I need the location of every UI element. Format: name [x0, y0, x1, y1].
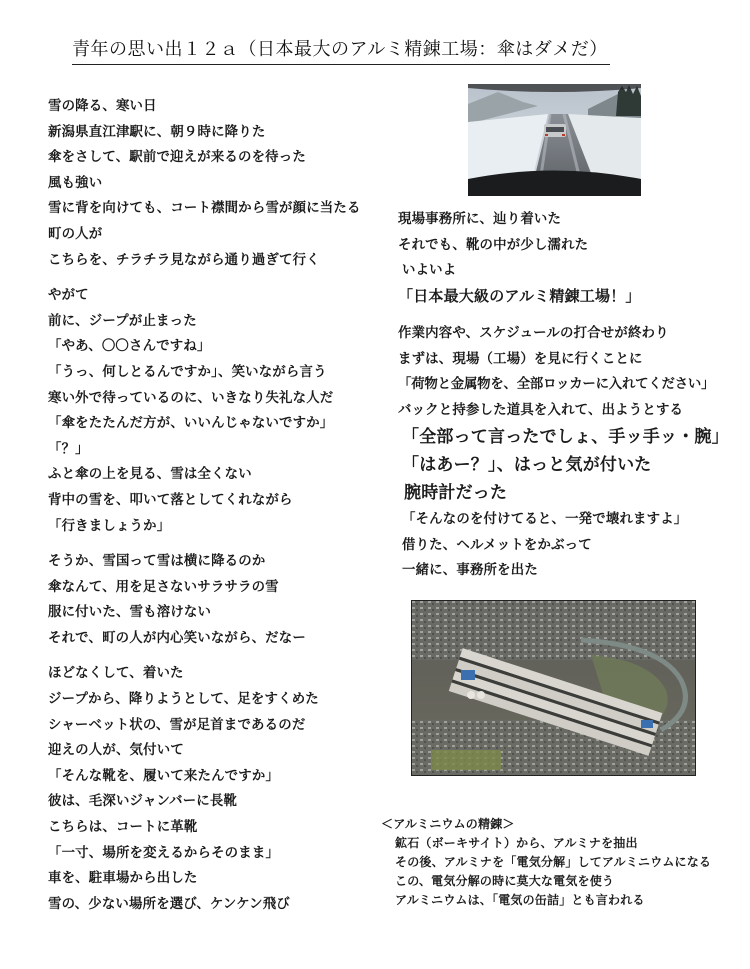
- text-line: 「？」: [48, 441, 89, 457]
- note-line: この、電気分解の時に莫大な電気を使う: [395, 874, 615, 888]
- emphasis-line: 「はあー？」、はっと気が付いた: [402, 455, 652, 475]
- text-line: 「一寸、場所を変えるからそのまま」: [48, 845, 280, 861]
- text-line: やがて: [48, 288, 89, 304]
- paragraph-arrival: [48, 94, 378, 273]
- text-line: 「そんなのを付けてると、一発で壊れますよ」: [402, 512, 688, 527]
- text-line: 作業内容や、スケジュールの打合せが終わり: [398, 326, 669, 341]
- text-line: 町の人が: [48, 226, 103, 242]
- text-line: 借りた、ヘルメットをかぶって: [402, 537, 592, 553]
- note-line: 鉱石（ボーキサイト）から、アルミナを抽出: [395, 836, 638, 850]
- text-line: 背中の雪を、叩いて落としてくれながら: [48, 492, 293, 508]
- text-line: 迎えの人が、気付いて: [48, 743, 184, 759]
- text-line: 「うっ、何しとるんですか」、笑いながら言う: [48, 364, 327, 380]
- paragraph-jeep: [48, 283, 378, 539]
- text-line: ふと傘の上を見る、雪は全くない: [48, 467, 252, 483]
- text-line: 彼は、毛深いジャンバーに長靴: [48, 794, 238, 810]
- text-line: 雪に背を向けても、コート襟間から雪が顔に当たる: [48, 201, 361, 217]
- text-line: 一緒に、事務所を出た: [402, 563, 538, 578]
- note-line: その後、アルミナを「電気分解」してアルミニウムになる: [395, 855, 712, 869]
- text-line: 傘をさして、駅前で迎えが来るのを待った: [48, 150, 306, 166]
- text-line: バックと持参した道具を入れて、出ようとする: [398, 402, 684, 418]
- text-line: いよいよ: [402, 263, 457, 278]
- text-line: それでも、靴の中が少し濡れた: [398, 237, 589, 253]
- text-line: 「そんな靴を、履いて来たんですか」: [48, 768, 280, 784]
- text-line: 「傘をたたんだ方が、いいんじゃないですか」: [48, 416, 334, 432]
- text-line: それで、町の人が内心笑いながら、だなー: [48, 630, 306, 646]
- text-line: ジープから、降りようとして、足をすくめた: [48, 692, 319, 708]
- text-line: こちらは、コートに革靴: [48, 820, 198, 836]
- factory-aerial-photo: [411, 600, 696, 776]
- text-line: 傘なんて、用を足さないサラサラの雪: [48, 579, 279, 595]
- text-line: 「やあ、〇〇さんですね」: [48, 339, 211, 355]
- page-title: 青年の思い出１２ａ（日本最大のアルミ精錬工場：傘はダメだ）: [72, 38, 610, 65]
- right-column: [398, 207, 743, 584]
- text-line: ほどなくして、着いた: [48, 666, 184, 682]
- text-line: シャーベット状の、雪が足首まであるのだ: [48, 717, 306, 733]
- emphasis-line: 「日本最大級のアルミ精錬工場！」: [398, 286, 641, 305]
- smelting-note: [381, 815, 741, 910]
- paragraph-snow-country: [48, 549, 378, 651]
- left-column: [48, 94, 378, 917]
- emphasis-line: 腕時計だった: [404, 483, 508, 503]
- note-line: アルミニウムは、「電気の缶詰」とも言われる: [395, 893, 645, 907]
- text-line: こちらを、チラチラ見ながら通り過ぎて行く: [48, 252, 320, 268]
- snowy-road-photo: [468, 84, 641, 196]
- paragraph-parking: [48, 661, 378, 917]
- text-line: 雪の降る、寒い日: [48, 99, 157, 114]
- text-line: 車を、駐車場から出した: [48, 871, 198, 887]
- text-line: 新潟県直江津駅に、朝９時に降りた: [48, 124, 266, 140]
- text-line: 前に、ジープが止まった: [48, 313, 197, 329]
- note-heading: ＜アルミニウムの精錬＞: [381, 817, 515, 831]
- emphasis-line: 「全部って言ったでしょ、手ッ手ッ・腕」: [402, 427, 729, 447]
- text-line: 「荷物と金属物を、全部ロッカーに入れてください」: [398, 377, 715, 392]
- text-line: まずは、現場（工場）を見に行くことに: [398, 351, 643, 367]
- text-line: 服に付いた、雪も溶けない: [48, 605, 212, 621]
- text-line: 風も強い: [48, 175, 103, 191]
- text-line: 雪の、少ない場所を選び、ケンケン飛び: [48, 896, 290, 912]
- text-line: そうか、雪国って雪は横に降るのか: [48, 554, 266, 570]
- text-line: 寒い外で待っているのに、いきなり失礼な人だ: [48, 390, 334, 406]
- text-line: 現場事務所に、辿り着いた: [398, 212, 562, 227]
- text-line: 「行きましょうか」: [48, 518, 171, 534]
